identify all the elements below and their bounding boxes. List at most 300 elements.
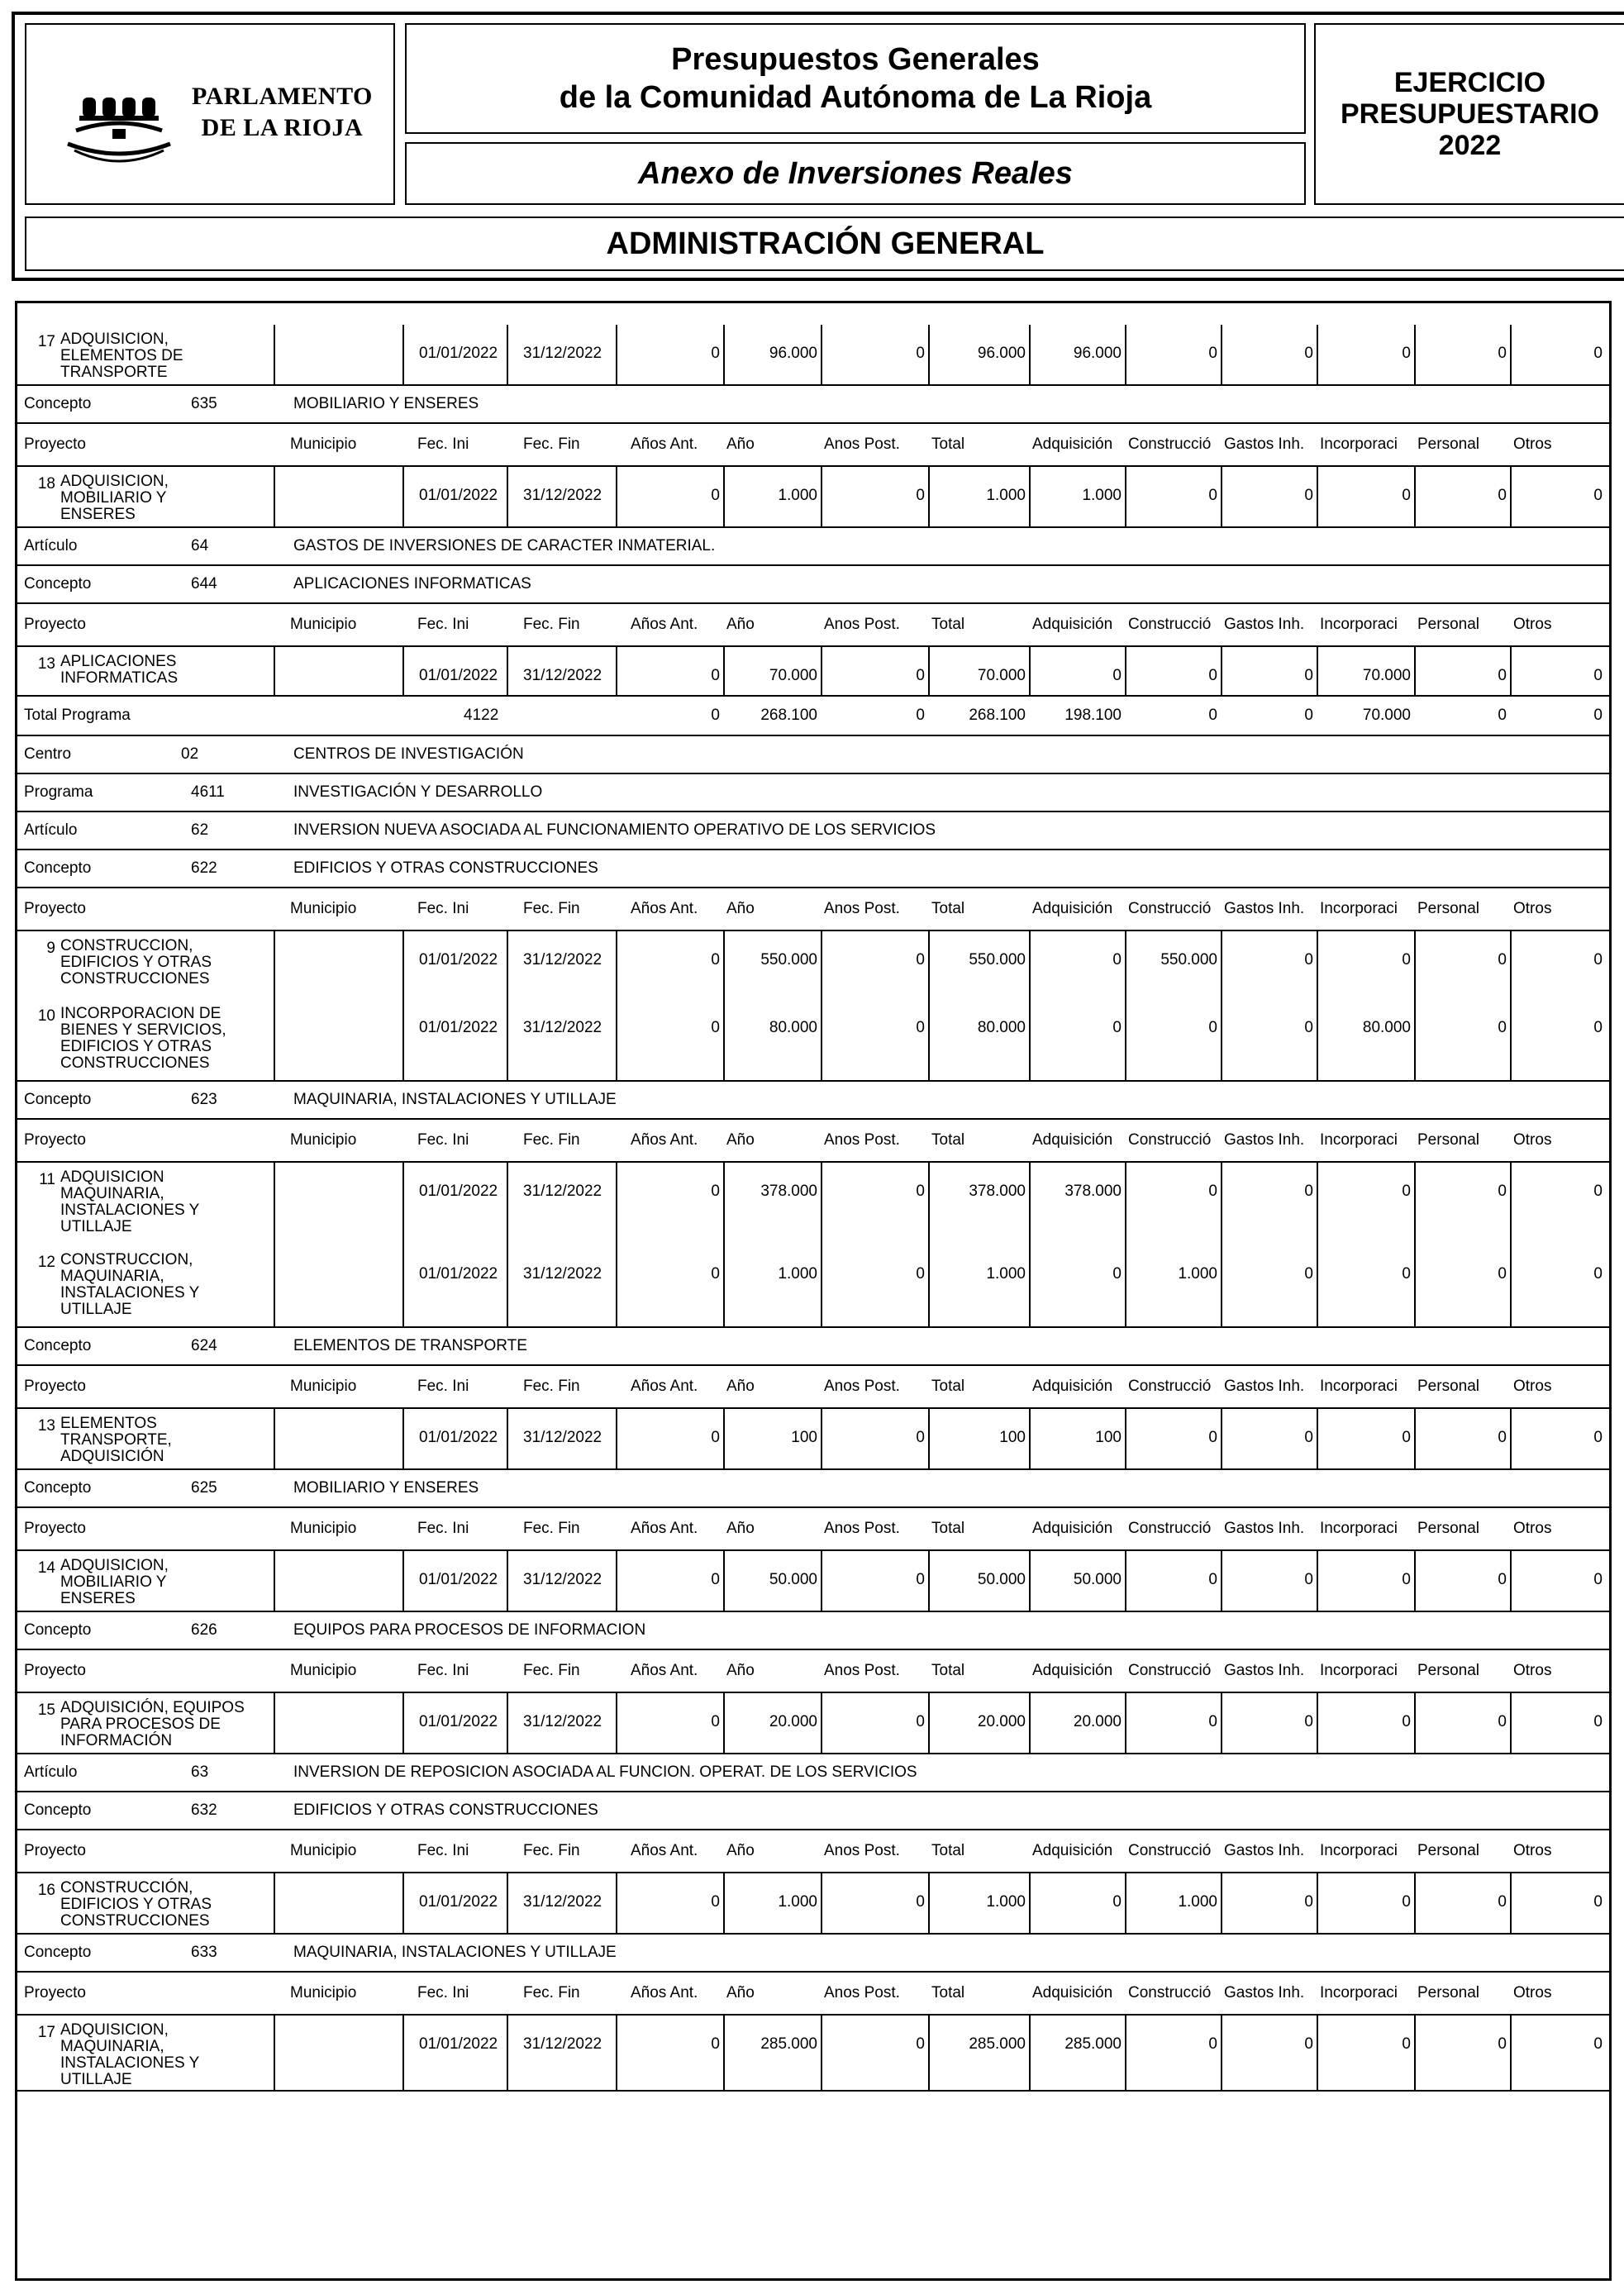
classification-label: Concepto: [24, 1801, 92, 1819]
column-header-anos-ant: Años Ant.: [631, 1662, 698, 1679]
column-header-anos-ant: Años Ant.: [631, 1520, 698, 1537]
amount-cell: 0: [1402, 487, 1411, 504]
column-divider: [723, 325, 725, 384]
column-header-ano: Año: [726, 1131, 755, 1149]
column-divider: [402, 1693, 404, 1753]
column-header-ano: Año: [726, 616, 755, 633]
total-label: Total Programa: [24, 707, 131, 724]
column-header-anos-ant: Años Ant.: [631, 435, 698, 453]
column-header-incorporacion: Incorporaci: [1320, 616, 1398, 633]
column-divider: [821, 2016, 822, 2090]
column-divider: [821, 467, 822, 526]
column-header-fec-fin: Fec. Fin: [523, 1984, 580, 2001]
amount-cell: 0: [1593, 1713, 1603, 1730]
column-divider: [928, 1409, 930, 1468]
amount-cell: 0: [711, 1019, 720, 1036]
amount-cell: 0: [1304, 1713, 1313, 1730]
column-header-total: Total: [931, 435, 965, 453]
start-date: 01/01/2022: [419, 667, 498, 684]
column-header-otros: Otros: [1513, 1131, 1552, 1149]
amount-cell: 0: [1498, 2035, 1507, 2053]
column-divider: [616, 1551, 617, 1611]
project-description: [60, 938, 272, 988]
column-header-adquisicion: Adquisición: [1032, 1131, 1113, 1149]
amount-cell: 1.000: [986, 487, 1026, 504]
classification-title: GASTOS DE INVERSIONES DE CARACTER INMATERIAL.: [293, 537, 716, 554]
column-divider: [821, 647, 822, 695]
amount-cell: 0: [916, 2035, 925, 2053]
amount-cell: 0: [1304, 1183, 1313, 1200]
amount-cell: 1.000: [778, 487, 817, 504]
column-header-adquisicion: Adquisición: [1032, 900, 1113, 917]
column-divider: [274, 1163, 275, 1326]
amount-cell: 0: [1208, 1429, 1217, 1446]
classification-row: [17, 850, 1609, 888]
start-date: 01/01/2022: [419, 345, 498, 362]
classification-title: MOBILIARIO Y ENSERES: [293, 395, 479, 412]
parliament-name: [192, 81, 373, 144]
column-divider: [723, 1551, 725, 1611]
amount-cell: 0: [1593, 1019, 1603, 1036]
amount-cell: 50.000: [977, 1571, 1026, 1588]
amount-cell: 80.000: [1362, 1019, 1411, 1036]
classification-title: CENTROS DE INVESTIGACIÓN: [293, 745, 524, 763]
amount-cell: 70.000: [977, 667, 1026, 684]
column-header-row: [17, 1508, 1609, 1551]
column-divider: [616, 325, 617, 384]
amount-cell: 100: [791, 1429, 817, 1446]
amount-cell: 20.000: [977, 1713, 1026, 1730]
project-description: [60, 1252, 272, 1318]
project-description-line: CONSTRUCCION,: [60, 937, 193, 954]
project-description-line: EDIFICIOS Y OTRAS: [60, 1038, 212, 1055]
total-amount-cell: 0: [711, 707, 720, 724]
column-divider: [616, 1873, 617, 1933]
column-header-municipio: Municipio: [290, 1520, 357, 1537]
start-date: 01/01/2022: [419, 951, 498, 969]
column-header-municipio: Municipio: [290, 435, 357, 453]
column-header-municipio: Municipio: [290, 1378, 357, 1395]
project-row-group: [17, 931, 1609, 1082]
end-date: 31/12/2022: [523, 1571, 602, 1588]
classification-row: [17, 566, 1609, 604]
column-header-incorporacion: Incorporaci: [1320, 1131, 1398, 1149]
amount-cell: 0: [1208, 487, 1217, 504]
column-header-construccion: Construcció: [1128, 1520, 1212, 1537]
column-header-ano: Año: [726, 1520, 755, 1537]
end-date: 31/12/2022: [523, 345, 602, 362]
classification-title: INVERSION DE REPOSICION ASOCIADA AL FUNCION. OPERAT. DE LOS SERVICIOS: [293, 1763, 917, 1781]
column-divider: [1317, 1873, 1318, 1933]
amount-cell: 0: [1593, 1429, 1603, 1446]
amount-cell: 0: [711, 1183, 720, 1200]
amount-cell: 0: [1304, 951, 1313, 969]
column-header-total: Total: [931, 616, 965, 633]
column-divider: [402, 1163, 404, 1326]
amount-cell: 70.000: [769, 667, 817, 684]
column-header-construccion: Construcció: [1128, 1131, 1212, 1149]
column-header-personal: Personal: [1417, 1520, 1479, 1537]
project-number: 15: [37, 1701, 55, 1719]
amount-cell: 0: [1498, 951, 1507, 969]
column-header-gastos: Gastos Inh.: [1224, 435, 1305, 453]
classification-row: [17, 1612, 1609, 1650]
budget-title-line1: Presupuestos Generales: [671, 42, 1040, 77]
column-header-fec-fin: Fec. Fin: [523, 900, 580, 917]
column-divider: [274, 1551, 275, 1611]
classification-code: 623: [191, 1091, 217, 1108]
amount-cell: 285.000: [969, 2035, 1026, 2053]
project-description-line: INFORMACIÓN: [60, 1732, 173, 1749]
column-header-fec-fin: Fec. Fin: [523, 1131, 580, 1149]
amount-cell: 0: [1593, 1571, 1603, 1588]
column-divider: [274, 325, 275, 384]
project-row: [17, 647, 1609, 697]
amount-cell: 80.000: [977, 1019, 1026, 1036]
parliament-name-line2: DE LA RIOJA: [201, 114, 364, 141]
start-date: 01/01/2022: [419, 1429, 498, 1446]
column-header-ano: Año: [726, 1842, 755, 1859]
amount-cell: 0: [1498, 1429, 1507, 1446]
total-amount-cell: 0: [1208, 707, 1217, 724]
column-header-anos-post: Anos Post.: [824, 1842, 900, 1859]
project-description-line: EDIFICIOS Y OTRAS: [60, 1896, 212, 1913]
project-description-line: ENSERES: [60, 1590, 136, 1607]
amount-cell: 0: [711, 1893, 720, 1911]
parliament-logo-box: [25, 23, 395, 205]
classification-code: 644: [191, 575, 217, 593]
column-header-personal: Personal: [1417, 1131, 1479, 1149]
amount-cell: 96.000: [1073, 345, 1122, 362]
classification-code: 4611: [191, 783, 225, 801]
column-header-proyecto: Proyecto: [24, 1378, 86, 1395]
project-description-line: ADQUISICIÓN, EQUIPOS: [60, 1699, 245, 1716]
project-description-line: CONSTRUCCIONES: [60, 1912, 210, 1930]
amount-cell: 0: [1208, 2035, 1217, 2053]
column-header-incorporacion: Incorporaci: [1320, 900, 1398, 917]
project-description-line: ENSERES: [60, 506, 136, 523]
amount-cell: 1.000: [1082, 487, 1122, 504]
column-header-adquisicion: Adquisición: [1032, 616, 1113, 633]
column-divider: [723, 1873, 725, 1933]
column-divider: [723, 467, 725, 526]
project-description-line: MAQUINARIA,: [60, 1268, 164, 1285]
column-header-fec-ini: Fec. Ini: [417, 900, 469, 917]
fiscal-year-value: 2022: [1438, 130, 1502, 161]
column-header-anos-ant: Años Ant.: [631, 1984, 698, 2001]
budget-title-line2: de la Comunidad Autónoma de La Rioja: [559, 80, 1152, 115]
column-divider: [1317, 931, 1318, 1080]
fiscal-year-box: [1314, 23, 1624, 205]
column-header-gastos: Gastos Inh.: [1224, 1378, 1305, 1395]
total-programa-row: [17, 697, 1609, 736]
column-divider: [1317, 1693, 1318, 1753]
project-description: [60, 1880, 272, 1930]
column-divider: [507, 931, 508, 1080]
column-header-anos-post: Anos Post.: [824, 1662, 900, 1679]
amount-cell: 0: [1402, 1183, 1411, 1200]
amount-cell: 0: [1498, 1019, 1507, 1036]
amount-cell: 0: [1498, 667, 1507, 684]
amount-cell: 0: [916, 1429, 925, 1446]
column-header-municipio: Municipio: [290, 1131, 357, 1149]
amount-cell: 0: [1304, 1571, 1313, 1588]
amount-cell: 550.000: [760, 951, 817, 969]
column-header-proyecto: Proyecto: [24, 1842, 86, 1859]
classification-label: Concepto: [24, 575, 92, 593]
project-description-line: MAQUINARIA,: [60, 1185, 164, 1202]
amount-cell: 1.000: [778, 1893, 817, 1911]
column-divider: [1317, 647, 1318, 695]
total-program-code: 4122: [464, 707, 499, 724]
start-date: 01/01/2022: [419, 1019, 498, 1036]
column-header-anos-ant: Años Ant.: [631, 1842, 698, 1859]
classification-code: 624: [191, 1337, 217, 1354]
project-row: [17, 325, 1609, 386]
column-divider: [821, 1163, 822, 1326]
project-description-line: MOBILIARIO Y: [60, 1573, 167, 1591]
classification-label: Concepto: [24, 1944, 92, 1961]
project-description-line: APLICACIONES: [60, 653, 177, 670]
start-date: 01/01/2022: [419, 1265, 498, 1283]
amount-cell: 0: [711, 345, 720, 362]
amount-cell: 0: [1208, 667, 1217, 684]
column-divider: [402, 467, 404, 526]
classification-row: [17, 386, 1609, 424]
column-divider: [616, 1693, 617, 1753]
column-divider: [821, 931, 822, 1080]
column-header-personal: Personal: [1417, 900, 1479, 917]
amount-cell: 0: [1593, 2035, 1603, 2053]
column-header-fec-ini: Fec. Ini: [417, 1662, 469, 1679]
classification-row: [17, 1935, 1609, 1973]
start-date: 01/01/2022: [419, 2035, 498, 2053]
column-header-fec-fin: Fec. Fin: [523, 435, 580, 453]
total-amount-cell: 0: [916, 707, 925, 724]
column-header-construccion: Construcció: [1128, 900, 1212, 917]
total-amount-cell: 0: [1304, 707, 1313, 724]
amount-cell: 50.000: [1073, 1571, 1122, 1588]
column-header-anos-ant: Años Ant.: [631, 1131, 698, 1149]
column-divider: [402, 325, 404, 384]
column-header-total: Total: [931, 1842, 965, 1859]
amount-cell: 1.000: [1178, 1893, 1217, 1911]
start-date: 01/01/2022: [419, 487, 498, 504]
project-description-line: TRANSPORTE: [60, 364, 168, 381]
end-date: 31/12/2022: [523, 487, 602, 504]
amount-cell: 1.000: [986, 1265, 1026, 1283]
amount-cell: 0: [711, 951, 720, 969]
column-header-anos-post: Anos Post.: [824, 1131, 900, 1149]
classification-label: Artículo: [24, 1763, 78, 1781]
project-row: [17, 1409, 1609, 1470]
amount-cell: 0: [1593, 1183, 1603, 1200]
parliament-emblem-icon: [60, 64, 183, 172]
project-description-line: ADQUISICION,: [60, 331, 169, 348]
classification-title: APLICACIONES INFORMATICAS: [293, 575, 531, 593]
project-description-line: ELEMENTOS: [60, 1415, 157, 1432]
column-header-fec-fin: Fec. Fin: [523, 1520, 580, 1537]
column-divider: [274, 2016, 275, 2090]
start-date: 01/01/2022: [419, 1183, 498, 1200]
project-description-line: ELEMENTOS DE: [60, 347, 183, 364]
column-header-municipio: Municipio: [290, 1842, 357, 1859]
classification-title: MAQUINARIA, INSTALACIONES Y UTILLAJE: [293, 1091, 617, 1108]
column-divider: [616, 1409, 617, 1468]
column-divider: [507, 1873, 508, 1933]
column-header-municipio: Municipio: [290, 1984, 357, 2001]
column-header-anos-post: Anos Post.: [824, 1520, 900, 1537]
column-divider: [1317, 1409, 1318, 1468]
column-header-incorporacion: Incorporaci: [1320, 1520, 1398, 1537]
column-header-fec-ini: Fec. Ini: [417, 1984, 469, 2001]
column-header-fec-ini: Fec. Ini: [417, 435, 469, 453]
column-header-row: [17, 1650, 1609, 1693]
column-divider: [507, 1163, 508, 1326]
column-divider: [507, 647, 508, 695]
project-description-line: BIENES Y SERVICIOS,: [60, 1021, 226, 1039]
amount-cell: 0: [1304, 1019, 1313, 1036]
fiscal-year-line2: PRESUPUESTARIO: [1341, 98, 1599, 130]
classification-code: 63: [191, 1763, 209, 1781]
classification-label: Centro: [24, 745, 72, 763]
column-header-total: Total: [931, 1131, 965, 1149]
project-description: [60, 1416, 272, 1465]
classification-code: 02: [181, 745, 199, 763]
column-divider: [274, 647, 275, 695]
amount-cell: 100: [999, 1429, 1026, 1446]
column-header-row: [17, 1366, 1609, 1409]
classification-title: MAQUINARIA, INSTALACIONES Y UTILLAJE: [293, 1944, 617, 1961]
column-header-gastos: Gastos Inh.: [1224, 900, 1305, 917]
column-header-municipio: Municipio: [290, 616, 357, 633]
amount-cell: 0: [916, 1571, 925, 1588]
column-header-anos-post: Anos Post.: [824, 435, 900, 453]
column-divider: [1317, 2016, 1318, 2090]
amount-cell: 0: [1593, 667, 1603, 684]
column-divider: [821, 325, 822, 384]
classification-label: Artículo: [24, 537, 78, 554]
classification-code: 625: [191, 1479, 217, 1497]
column-divider: [507, 1693, 508, 1753]
classification-row: [17, 1792, 1609, 1830]
project-description: [60, 474, 272, 523]
classification-row: [17, 736, 1609, 774]
column-header-incorporacion: Incorporaci: [1320, 1662, 1398, 1679]
project-row: [17, 1693, 1609, 1754]
column-header-proyecto: Proyecto: [24, 435, 86, 453]
column-header-fec-fin: Fec. Fin: [523, 1842, 580, 1859]
amount-cell: 20.000: [1073, 1713, 1122, 1730]
column-header-anos-post: Anos Post.: [824, 900, 900, 917]
total-amount-cell: 70.000: [1362, 707, 1411, 724]
amount-cell: 0: [1498, 1571, 1507, 1588]
column-header-adquisicion: Adquisición: [1032, 1520, 1113, 1537]
amount-cell: 0: [1208, 345, 1217, 362]
column-divider: [274, 1873, 275, 1933]
column-header-otros: Otros: [1513, 1520, 1552, 1537]
amount-cell: 0: [1304, 1893, 1313, 1911]
column-divider: [821, 1409, 822, 1468]
column-header-incorporacion: Incorporaci: [1320, 435, 1398, 453]
column-divider: [274, 1409, 275, 1468]
column-header-construccion: Construcció: [1128, 1984, 1212, 2001]
end-date: 31/12/2022: [523, 1183, 602, 1200]
budget-title: [405, 23, 1306, 134]
column-divider: [723, 1409, 725, 1468]
column-header-construccion: Construcció: [1128, 435, 1212, 453]
column-divider: [507, 2016, 508, 2090]
column-header-construccion: Construcció: [1128, 616, 1212, 633]
project-description-line: INSTALACIONES Y: [60, 1202, 200, 1219]
column-header-ano: Año: [726, 1662, 755, 1679]
amount-cell: 0: [1402, 1265, 1411, 1283]
column-header-row: [17, 604, 1609, 647]
classification-label: Programa: [24, 783, 93, 801]
column-header-anos-post: Anos Post.: [824, 1984, 900, 2001]
project-row: [17, 1873, 1609, 1935]
project-description-line: ADQUISICION,: [60, 1557, 169, 1574]
amount-cell: 0: [711, 2035, 720, 2053]
project-description-line: INCORPORACION DE: [60, 1005, 221, 1022]
column-divider: [507, 1551, 508, 1611]
project-description-line: ADQUISICION,: [60, 473, 169, 490]
column-divider: [723, 647, 725, 695]
classification-label: Concepto: [24, 1479, 92, 1497]
project-number: 17: [37, 333, 55, 350]
column-header-gastos: Gastos Inh.: [1224, 1842, 1305, 1859]
project-description-line: MOBILIARIO Y: [60, 489, 167, 507]
end-date: 31/12/2022: [523, 667, 602, 684]
classification-code: 64: [191, 537, 209, 554]
column-divider: [507, 467, 508, 526]
project-description-line: INSTALACIONES Y: [60, 2054, 200, 2072]
column-header-proyecto: Proyecto: [24, 1984, 86, 2001]
column-header-total: Total: [931, 900, 965, 917]
amount-cell: 0: [1208, 1183, 1217, 1200]
column-divider: [616, 647, 617, 695]
investment-table: [15, 301, 1612, 2281]
column-divider: [821, 1693, 822, 1753]
start-date: 01/01/2022: [419, 1893, 498, 1911]
amount-cell: 0: [1112, 1893, 1122, 1911]
column-header-personal: Personal: [1417, 1662, 1479, 1679]
project-number: 13: [37, 1417, 55, 1435]
column-divider: [928, 467, 930, 526]
column-divider: [723, 931, 725, 1080]
end-date: 31/12/2022: [523, 1019, 602, 1036]
project-number: 16: [37, 1882, 55, 1899]
end-date: 31/12/2022: [523, 1429, 602, 1446]
classification-row: [17, 1328, 1609, 1366]
classification-title: ELEMENTOS DE TRANSPORTE: [293, 1337, 527, 1354]
column-header-anos-ant: Años Ant.: [631, 900, 698, 917]
amount-cell: 0: [711, 667, 720, 684]
column-divider: [507, 325, 508, 384]
amount-cell: 0: [1304, 1265, 1313, 1283]
column-header-proyecto: Proyecto: [24, 1662, 86, 1679]
column-header-construccion: Construcció: [1128, 1842, 1212, 1859]
classification-label: Concepto: [24, 395, 92, 412]
amount-cell: 0: [711, 1571, 720, 1588]
column-divider: [928, 1551, 930, 1611]
column-divider: [616, 2016, 617, 2090]
amount-cell: 1.000: [1178, 1265, 1217, 1283]
column-header-fec-ini: Fec. Ini: [417, 1131, 469, 1149]
column-header-adquisicion: Adquisición: [1032, 435, 1113, 453]
column-divider: [928, 1163, 930, 1326]
amount-cell: 0: [1593, 487, 1603, 504]
